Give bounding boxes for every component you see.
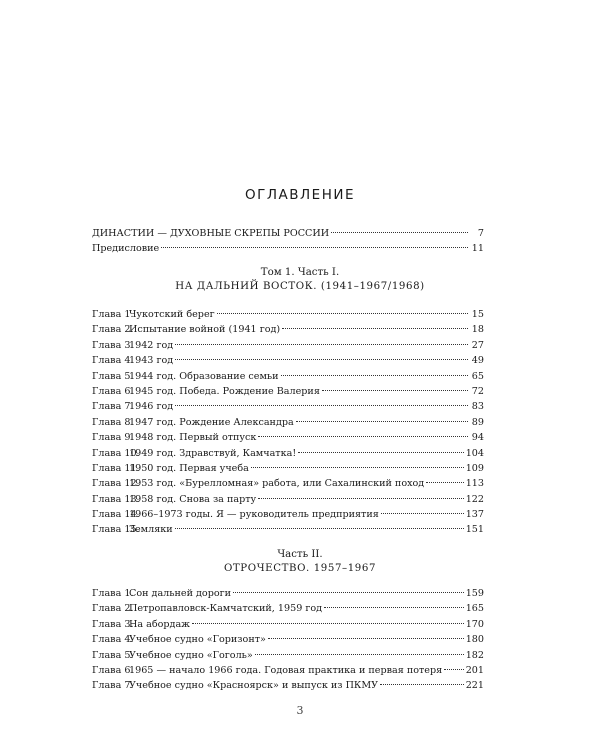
- entry-chapter: Глава 12.: [92, 478, 140, 490]
- toc-title: ОГЛАВЛЕНИЕ: [245, 187, 355, 203]
- entry-page: 65: [471, 370, 484, 382]
- entry-chapter: Глава 5.: [92, 649, 134, 661]
- toc-entry[interactable]: [92, 617, 484, 632]
- entry-page: 170: [465, 618, 484, 630]
- entry-title: На абордаж: [129, 618, 191, 630]
- entry-chapter: Глава 7.: [92, 680, 134, 692]
- toc-entry[interactable]: [92, 415, 484, 430]
- toc-entry[interactable]: [92, 586, 484, 601]
- entry-page: 15: [471, 309, 484, 320]
- entry-title: Чукотский берег: [129, 309, 215, 320]
- entry-page: 180: [465, 634, 484, 646]
- toc-entry[interactable]: [92, 399, 484, 414]
- entry-label: [92, 307, 215, 322]
- entry-chapter: Глава 9.: [92, 432, 134, 444]
- entry-label: [92, 632, 266, 647]
- entry-chapter: Глава 2.: [92, 603, 134, 615]
- entry-chapter: Глава 4.: [92, 355, 134, 367]
- leader-dots: [282, 328, 468, 329]
- entry-title: 1944 год. Образование семьи: [129, 370, 279, 382]
- entry-label: [92, 446, 296, 461]
- toc-entry[interactable]: [92, 384, 484, 399]
- entry-page: 72: [471, 385, 484, 397]
- entry-title: Петропавловск-Камчатский, 1959 год: [129, 603, 323, 615]
- entry-title: 1965 — начало 1966 года. Годовая практика и первая потеря: [129, 664, 443, 676]
- entry-label: [92, 648, 253, 663]
- toc-entry[interactable]: [92, 226, 484, 241]
- entry-page: 27: [471, 339, 484, 351]
- entry-chapter: Глава 2.: [92, 324, 134, 336]
- toc-entry[interactable]: [92, 322, 484, 337]
- entry-chapter: Глава 15.: [92, 524, 140, 536]
- entry-page: 109: [465, 462, 484, 474]
- entry-label: [92, 461, 249, 476]
- entry-chapter: Глава 1.: [92, 309, 134, 320]
- entry-title: 1942 год: [129, 339, 174, 351]
- entry-title: Учебное судно «Красноярск» и выпуск из ПКМУ: [129, 680, 379, 692]
- entry-label: [92, 399, 173, 414]
- entry-chapter: Глава 1.: [92, 588, 134, 599]
- entry-chapter: Глава 4.: [92, 634, 134, 646]
- leader-dots: [281, 375, 468, 376]
- leader-dots: [175, 405, 468, 406]
- entry-label: [92, 384, 320, 399]
- leader-dots: [251, 467, 464, 468]
- toc-entry[interactable]: [92, 353, 484, 368]
- entry-title: 1947 год. Рождение Александра: [129, 416, 294, 428]
- part2-subheading: ОТРОЧЕСТВО. 1957–1967: [223, 563, 377, 574]
- entry-page: 11: [471, 243, 484, 255]
- entry-page: 113: [465, 478, 484, 490]
- entry-title: 1943 год: [129, 355, 174, 367]
- entry-page: 104: [465, 447, 484, 459]
- toc-entry[interactable]: [92, 648, 484, 663]
- entry-label: [92, 663, 442, 678]
- entry-chapter: Глава 8.: [92, 416, 134, 428]
- entry-label: [92, 617, 190, 632]
- entry-page: 221: [465, 680, 484, 692]
- leader-dots: [258, 436, 468, 437]
- entry-label: [92, 492, 256, 507]
- toc-entry[interactable]: [92, 461, 484, 476]
- entry-page: 165: [465, 603, 484, 615]
- entry-chapter: Глава 5.: [92, 370, 134, 382]
- entry-page: 151: [465, 524, 484, 536]
- leader-dots: [324, 607, 464, 608]
- entry-chapter: Глава 7.: [92, 401, 134, 413]
- toc-entry[interactable]: [92, 601, 484, 616]
- entry-page: 18: [471, 324, 484, 336]
- entry-page: 137: [465, 509, 484, 521]
- entry-page: 83: [471, 401, 484, 413]
- toc-entry[interactable]: [92, 338, 484, 353]
- leader-dots: [298, 452, 463, 453]
- entry-label: [92, 338, 173, 353]
- entry-label: [92, 586, 231, 601]
- part2-entries: [92, 586, 484, 694]
- leader-dots: [175, 528, 464, 529]
- leader-dots: [444, 669, 464, 670]
- part1-heading: Том 1. Часть I.: [260, 267, 340, 278]
- page-number: 3: [296, 704, 304, 717]
- toc-entry[interactable]: [92, 307, 484, 322]
- entry-title: Учебное судно «Гоголь»: [129, 649, 253, 661]
- entry-label: [92, 678, 378, 693]
- entry-title: ДИНАСТИИ — ДУХОВНЫЕ СКРЕПЫ РОССИИ: [92, 228, 330, 239]
- leader-dots: [217, 313, 468, 314]
- entry-label: [92, 601, 322, 616]
- part1-subheading: НА ДАЛЬНИЙ ВОСТОК. (1941–1967/1968): [175, 281, 425, 292]
- entry-title: Земляки: [129, 524, 173, 536]
- entry-page: 89: [471, 416, 484, 428]
- front-entries: [92, 226, 484, 257]
- entry-chapter: Глава 6.: [92, 385, 134, 397]
- entry-title: Испытание войной (1941 год): [129, 324, 281, 336]
- leader-dots: [296, 421, 468, 422]
- entry-label: [92, 507, 379, 522]
- toc-entry[interactable]: [92, 476, 484, 491]
- entry-label: [92, 476, 424, 491]
- toc-entry[interactable]: [92, 369, 484, 384]
- leader-dots: [255, 654, 464, 655]
- toc-entry[interactable]: [92, 632, 484, 647]
- leader-dots: [192, 623, 464, 624]
- entry-label: [92, 353, 173, 368]
- entry-label: [92, 522, 173, 537]
- entry-label: [92, 369, 279, 384]
- toc-entry[interactable]: [92, 430, 484, 445]
- entry-title: 1946 год: [129, 401, 174, 413]
- entry-page: 7: [477, 228, 484, 239]
- entry-title: 1966–1973 годы. Я — руководитель предприятия: [129, 509, 379, 521]
- entry-title: Предисловие: [92, 243, 160, 255]
- entry-page: 94: [471, 432, 484, 444]
- leader-dots: [233, 592, 464, 593]
- entry-title: 1950 год. Первая учеба: [129, 462, 249, 474]
- entry-label: [92, 322, 280, 337]
- part2-heading: Часть II.: [277, 549, 323, 560]
- toc-entry[interactable]: [92, 446, 484, 461]
- entry-title: Сон дальней дороги: [129, 588, 232, 599]
- part1-entries: [92, 307, 484, 538]
- leader-dots: [380, 684, 464, 685]
- toc-entry[interactable]: [92, 522, 484, 537]
- part2-heading-block: [0, 548, 600, 576]
- entry-chapter: Глава 11.: [92, 462, 140, 474]
- toc-entry[interactable]: [92, 663, 484, 678]
- leader-dots: [175, 359, 468, 360]
- leader-dots: [258, 498, 464, 499]
- entry-chapter: Глава 13.: [92, 493, 140, 505]
- leader-dots: [161, 247, 468, 248]
- leader-dots: [268, 638, 464, 639]
- entry-page: 182: [465, 649, 484, 661]
- leader-dots: [175, 344, 468, 345]
- entry-title: 1958 год. Снова за парту: [129, 493, 257, 505]
- entry-label: [92, 430, 256, 445]
- toc-entry[interactable]: [92, 507, 484, 522]
- entry-page: 201: [465, 664, 484, 676]
- entry-chapter: Глава 3.: [92, 339, 134, 351]
- entry-label: [92, 415, 294, 430]
- toc-entry[interactable]: [92, 492, 484, 507]
- leader-dots: [331, 232, 468, 233]
- entry-chapter: Глава 3.: [92, 618, 134, 630]
- entry-title: 1949 год. Здравствуй, Камчатка!: [129, 447, 297, 459]
- entry-chapter: Глава 10.: [92, 447, 140, 459]
- leader-dots: [381, 513, 464, 514]
- entry-page: 49: [471, 355, 484, 367]
- toc-entry[interactable]: [92, 241, 484, 256]
- entry-title: 1953 год. «Бурелломная» работа, или Сахалинский поход: [129, 478, 425, 490]
- entry-page: 159: [465, 588, 484, 599]
- leader-dots: [322, 390, 468, 391]
- toc-entry[interactable]: [92, 678, 484, 693]
- entry-title: 1948 год. Первый отпуск: [129, 432, 257, 444]
- part1-heading-block: [0, 266, 600, 294]
- entry-chapter: Глава 14.: [92, 509, 140, 521]
- entry-title: 1945 год. Победа. Рождение Валерия: [129, 385, 320, 397]
- entry-page: 122: [465, 493, 484, 505]
- entry-chapter: Глава 6.: [92, 664, 134, 676]
- entry-title: Учебное судно «Горизонт»: [129, 634, 266, 646]
- leader-dots: [426, 482, 464, 483]
